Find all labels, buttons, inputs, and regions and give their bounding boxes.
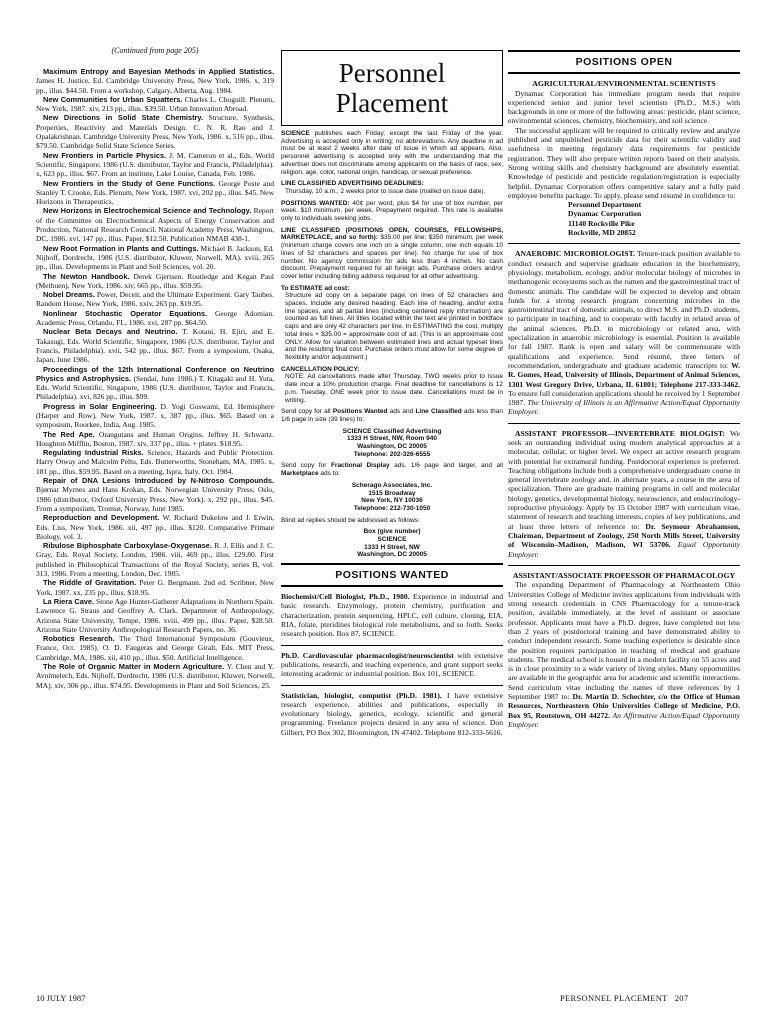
book-details: W. Richard Dukelow and J. Erwin, Eds. Liss, New York, 1986. xii, 497 pp., illus. $120. Comparative Primate Biology, vol. 3.	[36, 513, 274, 541]
footer-date: 10 JULY 1987	[36, 993, 86, 1003]
ad-title: ASSISTANT PROFESSOR—INVERTEBRATE BIOLOGIST:	[515, 428, 725, 438]
ad-contact: Dr. Seymour Abrahamson, Chairman, Department of Zoology, 250 North Mills Street, University of Wisconsin–Madison, Madison, WI 53706.	[508, 521, 740, 550]
book-entry	[36, 597, 274, 634]
ad-agricultural-scientists	[508, 74, 740, 244]
ad-contact: Dr. Martin D. Schechter, c/o the Office of Human Resources, Northeastern Ohio Universities College of Medicine, P.O. Box 95, Rootstown, OH 44272.	[508, 692, 741, 720]
book-details: (Sendai, June 1986.) T. Kitagaki and H. Yuta, Eds. World Scientific, Singapore, 1986 (U.S. distributor, Taylor and Francis, Philadelphia). xvi, 826 pp., illus. $99.	[36, 373, 274, 402]
ad-paragraph: The successful applicant will be required to critically review and analyze published and unpublished pesticide data for their scientific validity and usefulness in meeting regulatory data requirements for pesticide registration. They will also prepare written reports based on their analysis. Strong writing skills and chemistry background are absolutely essential. Knowledge of pesticide and pesticide regulation/registration is especially helpful. Dynamac Corporation offers competitive salary and a fully paid employee benefits package. To apply, please send résumé in confidence to:	[508, 125, 740, 200]
ad-invertebrate-biologist	[508, 424, 740, 566]
book-entry	[36, 113, 274, 150]
positions-open-banner: POSITIONS OPEN	[508, 50, 740, 74]
ad-heading: AGRICULTURAL/ENVIRONMENTAL SCIENTISTS	[532, 79, 716, 88]
address-line: SCIENCE Classified Advertising	[342, 427, 442, 435]
book-entry	[36, 662, 274, 690]
wanted-title: Ph.D. Cardiovascular pharmacologist/neuroscientist	[281, 650, 454, 660]
book-details: Y. Chen and Y. Avnimelech, Eds. Nijhoff, Dordrecht, 1986 (U.S. distributor, Kluwer, Norwell, MA). xiv, 306 pp., illus. $74.95. Developments in Plant and Soil Sciences, 25.	[36, 662, 274, 690]
book-details: The Third International Symposium (Gouvieux, France, Oct. 1985). O. D. Faugeras and George Giralt, Eds. MIT Press, Cambridge, MA, 1986. xii, 410 pp., illus. $50. Artificial Intelligence.	[36, 634, 274, 662]
rule-paragraph	[281, 130, 503, 176]
personnel-placement-column	[281, 50, 503, 743]
positions-wanted-list	[281, 587, 503, 743]
ad-eeo: Equal Opportunity Employer.	[508, 540, 740, 559]
address-line: Scherago Associates, Inc.	[351, 481, 433, 489]
book-title: Reproduction and Development.	[43, 513, 160, 523]
book-entry	[36, 290, 274, 309]
address-line: Box (give number)	[363, 528, 421, 536]
book-entry	[36, 67, 274, 95]
book-details: Bjørnar Myrnes and Hans Krokan, Eds. Norwegian University Press, Oslo, 1986 (distributor, Oxford University Press, New York). x, 292 pp., illus. $45. From a symposium, Tromsø, Norway, June 1985.	[36, 485, 274, 513]
rule-heading: SCIENCE	[281, 130, 310, 137]
wanted-body: Experience in industrial and basic research. Enzymology, protein chemistry, purification and characterization, protein sequencing, HPLC, cell culture, cloning, EIA, RIA, folate, pteridines biological role metabolisms, and so forth. Seeks research position. Box 87, SCIENCE.	[281, 592, 503, 639]
book-details: Report of the Committee on Electrochemical Aspects of Energy Conservation and Production, National Research Council. National Academy Press, Washington, DC, 1986. xvi, 147 pp., illus. Paper, $12.50. Publication NMAB 438-1.	[36, 206, 274, 244]
book-title: Regulating Industrial Risks.	[43, 448, 144, 458]
positions-open-column	[508, 50, 740, 735]
book-details: James H. Justice, Ed. Cambridge University Press, New York, 1986. x, 319 pp., illus. $44.50. From a workshop, Calgary, Alberta, Aug. 1984.	[36, 76, 274, 95]
book-title: Nonlinear Stochastic Operator Equations.	[43, 308, 208, 318]
ad-body-2: To ensure full consideration applications should be received by 1 September 1987.	[508, 388, 740, 408]
ad-title: ANAEROBIC MICROBIOLOGIST.	[515, 249, 635, 259]
book-details: T. Kotani, H. Ejiri, and E. Takasugi, Eds. World Scientific, Singapore, 1986 (U.S. distributor, Taylor and Francis, Philadelphia). xvii, 542 pp., illus. $67. From a symposium, Osaka, Japan, June 1986.	[36, 327, 274, 365]
address-line: 11140 Rockville Pike	[568, 218, 635, 228]
book-entry	[36, 634, 274, 662]
book-details: R. J. Ellis and J. C. Gray, Eds. Royal Society, London, 1986. viii, 469 pp., illus. £29.80. First published in Philosophical Transactions of the Royal Society, series B, vol. 313, 1986. From a meeting, London, Dec. 1985.	[36, 541, 274, 579]
book-title: New Directions in Solid State Chemistry.	[43, 113, 204, 123]
address-line: 1515 Broadway	[368, 489, 416, 497]
book-details: Orangutans and Human Origins. Jeffrey H. Schwartz. Houghton Mifflin, Boston, 1987. xiv, 337 pp., illus. + plates. $18.95.	[36, 429, 274, 448]
address-line: Washington, DC 20005	[357, 443, 427, 451]
rule-paragraph	[281, 366, 503, 405]
book-details: J. M. Cameron et al., Eds. World Scientific, Singapore, 1986 (U.S. distributor, Taylor and Francis, Philadelphia). x, 623 pp., illus. $67. From an institute, Lake Louise, Canada, Feb. 1986.	[36, 150, 274, 179]
book-entry	[36, 327, 274, 364]
advertising-rules	[281, 130, 503, 559]
ad-address	[508, 200, 740, 237]
book-entry	[36, 272, 274, 291]
ad-contact: W. R. Gomes, Head, University of Illinois, Department of Animal Sciences, 1301 West Gregory Drive, Urbana, IL 61801; Telephone 217-333-3462.	[508, 360, 740, 389]
rule-text: Thursday, 10 a.m., 2 weeks prior to issue date (mailed on issue date).	[285, 187, 486, 195]
wanted-title: Statistician, biologist, computist (Ph.D. 1981).	[281, 690, 442, 700]
book-entry	[36, 578, 274, 597]
book-title: Nobel Dreams.	[43, 290, 95, 300]
address-line: 1333 H Street, NW, Room 940	[347, 435, 437, 443]
rule-heading: LINE CLASSIFIED (POSITIONS OPEN, COURSES, FELLOWSHIPS, MARKETPLACE, and so forth):	[281, 226, 503, 242]
book-title: The Red Ape.	[43, 429, 95, 439]
rule-text: $35.00 per line; $350 minimum, per week (minimum charge covers one inch on a single column; one inch equals 10 lines of 52 characters and spaces per line). No charge for use of box number. No agency commission for ads less than 4 inches. No cash discount. Prepayment required for all foreign ads. Purchase orders and/or cover letter including billing address required for all other advertising.	[281, 234, 503, 280]
book-entry	[36, 476, 274, 513]
book-title: New Frontiers in the Study of Gene Functions.	[43, 178, 216, 188]
book-title: Nuclear Beta Decays and Neutrino.	[43, 327, 178, 337]
book-details: Structure, Synthesis, Properties, Reactivity and Materials Design. C. N. R. Rao and J. Opalakrishnan. Cambridge University Press, New York, 1986. x, 516 pp., illus. $79.50. Cambridge Solid State Science Series.	[36, 113, 275, 151]
title-line-1: Personnel	[338, 58, 446, 88]
wanted-title: Biochemist/Cell Biologist, Ph.D., 1980.	[281, 592, 410, 602]
book-entry	[36, 365, 274, 402]
book-title: The Newton Handbook.	[43, 271, 130, 281]
book-title: Ribulose Biphosphate Carboxylase-Oxygenase.	[43, 541, 212, 551]
rule-paragraph	[281, 227, 503, 281]
book-details: Derek Gjertsen. Routledge and Kegan Paul (Methuen), New York, 1986. xiv, 665 pp., illus. $59.95.	[36, 271, 274, 290]
address-line: Dynamac Corporation	[568, 209, 642, 219]
book-entry	[36, 309, 274, 328]
ad-anaerobic-microbiologist	[508, 244, 740, 423]
book-entry	[36, 206, 274, 243]
book-details: Peter G. Bergmann. 2nd ed. Scribner, New York, 1987. xx, 235 pp., illus. $18.95.	[36, 578, 274, 597]
book-title: La Riera Cave.	[43, 596, 95, 606]
book-title: New Frontiers in Particle Physics.	[43, 150, 167, 160]
new-books-column	[36, 46, 274, 690]
rule-text: Structure ad copy on a separate page, on lines of 52 characters and spaces. Include any desired heading. Each line of heading, and/or extra line spaces, and all partial lines (including centered reply information) are counted as full lines. All titles located within the text are printed in boldface caps and are only 42 characters per line. In ESTIMATING the cost, multiply total lines × $35.00 = approximate cost of ad. (This is an approximate cost ONLY. Allow for variation between estimated lines and actual typeset lines and the resulting final cost. Purchase orders must allow for some degree of flexibility and/or adjustment.)	[285, 292, 503, 361]
book-details: Michael B. Jackson, Ed. Nijhoff, Dordrecht, 1986 (U.S. distributor, Kluwer, Norwell, MA). xviii, 265 pp., illus. Developments in Plant and Soil Sciences, vol. 20.	[36, 243, 274, 272]
address-line: Rockville, MD 20852	[568, 228, 636, 238]
rule-paragraph	[281, 200, 503, 223]
book-details: George Adomian. Academic Press, Orlando, FL, 1986. xvi, 287 pp. $64.50.	[36, 308, 275, 328]
blind-ad-note: Blind ad replies should be addressed as follows:	[281, 516, 420, 524]
send-instructions: Send copy for all Positions Wanted ads and Line Classified ads less than 1/6 page in size (39 lines) to:	[281, 408, 504, 423]
book-details: D. Yogi Goswami, Ed. Hemisphere (Harper and Row), New York, 1987. x, 387 pp., illus. $65. Based on a symposium, Roorkee, India, Aug. 1985.	[36, 401, 275, 430]
box-reply-address	[281, 528, 503, 559]
book-title: The Riddle of Gravitation.	[43, 578, 137, 588]
address-line: SCIENCE	[377, 536, 407, 544]
book-entry	[36, 151, 274, 179]
ad-eeo: An Affirmative Action/Equal Opportunity Employer.	[508, 710, 740, 729]
scherago-address	[281, 482, 503, 513]
book-entry	[36, 244, 274, 272]
rule-text: publishes each Friday, except the last Friday of the year. Advertising is accepted only in writing; no abbreviations. Any deadline in ad must be at least 2 weeks after date of issue in which ad appears. Also, personnel advertising is accepted only with the understanding that the advertiser does not discriminate among applicants on the basis of race, sex, religion, age, color, national origin, handicap, or sexual preference.	[281, 130, 503, 176]
ad-eeo: The University of Illinois is an Affirmative Action/Equal Opportunity Employer.	[508, 398, 740, 417]
book-title: Robotics Research.	[43, 634, 115, 644]
book-entry	[36, 448, 274, 476]
personnel-placement-title-box	[281, 50, 503, 126]
title-line-2: Placement	[335, 88, 449, 118]
book-list	[36, 67, 274, 690]
rule-heading: LINE CLASSIFIED ADVERTISING DEADLINES:	[281, 180, 424, 188]
book-details: Stone Age Hunter-Gatherer Adaptations in Northern Spain. Lawrence G. Straus and Geoffrey A. Clark. Department of Anthropology, Arizona State University, Tempe, 1986. xviii, 499 pp., illus. Paper, $28.50. Arizona State University Anthropological Research Papers, no. 36.	[36, 596, 274, 634]
address-line: Telephone: 202-326-6555	[353, 450, 431, 458]
address-line: Telephone: 212-730-1050	[353, 504, 431, 512]
book-title: The Role of Organic Matter in Modern Agriculture.	[43, 662, 225, 671]
footer-section-page: PERSONNEL PLACEMENT 207	[560, 993, 689, 1003]
book-details: Power, Deceit, and the Ultimate Experiment. Gary Taubes. Random House, New York, 1986. xxiv, 263 pp. $19.95.	[36, 290, 274, 309]
rule-paragraph	[281, 180, 503, 195]
rule-heading: POSITIONS WANTED:	[281, 199, 350, 207]
book-entry	[36, 541, 274, 578]
book-title: Progress in Solar Engineering.	[43, 401, 157, 411]
science-classified-address	[281, 428, 503, 459]
address-line: New York, NY 10036	[361, 497, 423, 505]
continued-note: (Continued from page 205)	[111, 46, 199, 55]
rule-paragraph	[281, 285, 503, 362]
address-line: Washington, DC 20005	[357, 551, 427, 559]
rule-heading: CANCELLATION POLICY:	[281, 365, 360, 373]
positions-wanted-ad	[281, 686, 503, 743]
book-entry	[36, 513, 274, 541]
address-line: Personnel Department	[568, 200, 642, 210]
send-instructions: Send copy for Fractional Display ads, 1/6 page and larger, and all Marketplace ads to:	[281, 462, 503, 478]
book-details: George Poste and Stanley T. Crooke, Eds. Plenum, New York, 1987. xvi, 202 pp., illus. $45. New Horizons in Therapeutics.	[36, 178, 274, 207]
rule-heading: To ESTIMATE ad cost:	[281, 284, 350, 292]
ad-body: The expanding Department of Pharmacology at Northeastern Ohio Universities College of Medicine invites applications from individuals with strong research credentials in CNS Pharmacology for a tenure-track position, available immediately, at the level of assistant or associate professor. Applicants must have a Ph.D. degree, have completed not less than 2 years of postdoctoral training and have demonstrated ability to conduct independent research. Some teaching experience is desirable since the position requires participation in teaching of medical and graduate students. The medical school is housed in a modern facility on 55 acres and is in close proximity to a wide variety of living styles. Many opportunities are available in the geographic area for academic and scientific interactions. Send curriculum vitae including the names of three references by 1 September 1987 to:	[508, 580, 740, 701]
ad-pharmacology-professor	[508, 566, 740, 735]
book-title: Maximum Entropy and Bayesian Methods in Applied Statistics.	[43, 67, 274, 76]
wanted-body: with extensive publications, research, and teaching experience, and grant support seeks interesting academic or industrial position. Box 101, SCIENCE.	[281, 650, 503, 679]
address-line: 1333 H Street, NW	[364, 543, 420, 551]
rule-text: NOTE: Ad cancellations made after Thursday, TWO weeks prior to issue date incur a 10% production charge. Final deadline for cancellations is 12 p.m. Tuesday, ONE week prior to issue date. Cancellations must be in writing.	[285, 373, 503, 404]
rule-text: 40¢ per word, plus $4 for use of box number, per week. $10 minimum, per week. Prepayment required. This rate is available only to individuals seeking jobs.	[281, 199, 503, 223]
book-entry	[36, 430, 274, 449]
book-entry	[36, 95, 274, 114]
book-title: New Root Formation in Plants and Cuttings.	[43, 243, 199, 253]
ad-body: Tenure-track position available to conduct research and supervise graduate education in the biochemistry, physiology, metabolism, ecology, and/or molecular biology of microbes in methanogenic ecosystems such as the rumen and the gastrointestinal tract of domestic animals. The candidate will be expected to develop and obtain funds for a strong research program concerning microbes in the gastrointestinal tract of domestic animals, to direct M.S. and Ph.D. students, to participate in teaching, and to cooperate with faculty in related areas of the animal sciences. Ph.D. in microbiology or related area, with specialization in anaerobic microbiology is essential. Position is available for fall 1987. Rank is open and salary will be commensurate with qualifications and experience. Send résumé, three letters of recommendation, undergraduate and graduate academic transcripts to:	[508, 249, 740, 370]
positions-wanted-ad	[281, 646, 503, 686]
ad-paragraph: Dynamac Corporation has immediate program needs that require experienced senior and junior level scientists (Ph.D., M.S.) with backgrounds in one or more of the following areas: pesticide, plant science, environmental sciences, chemistry, biochemistry, and soil science.	[508, 88, 740, 126]
book-title: New Horizons in Electrochemical Science and Technology.	[43, 206, 252, 216]
book-entry	[36, 402, 274, 430]
positions-wanted-ad	[281, 587, 503, 645]
book-details: Science, Hazards and Public Protection. Harry Otway and Malcolm Peltu, Eds. Butterworths, Stoneham, MA, 1985. x, 181 pp., illus. $59.95. Based on a meeting, Ispra, Italy, Oct. 1984.	[36, 448, 275, 476]
ad-body: We seek an outstanding individual using modern analytical approaches at a molecular, cellular, or higher level. We expect an active research program with potential for extramural funding. Postdoctoral experience is preferred. Teaching obligations include both a comprehensive undergraduate course in general invertebrate zoology and, in alternate years, a course in the area of specialization. There are graduate training programs in cell and molecular biology, genetics, developmental biology, neuroscience, and endocrinology-reproductive physiology. Apply by 15 October 1987 with curriculum vitae, statement of research and teaching interests, copies of key publications, and at least three letters of reference to:	[508, 428, 740, 531]
book-title: New Communities for Urban Squatters.	[43, 94, 183, 104]
ad-heading: ASSISTANT/ASSOCIATE PROFESSOR OF PHARMACOLOGY	[512, 570, 736, 580]
book-details: Charles L. Choguill. Plenum, New York, 1987. xiv, 213 pp., illus. $39.50. Urban Innovation Abroad.	[36, 94, 274, 114]
positions-wanted-banner: POSITIONS WANTED	[281, 563, 503, 587]
wanted-body: I have extensive research experience, abilities and publications, especially in evolutionary biology, genetics, ecology, scientific and general programming. Freelance projects desired in any area of science. Don Gilbert, PO Box 302, Bloomington, IN 47402. Telephone 812-333-5616.	[281, 690, 503, 737]
book-entry	[36, 179, 274, 207]
book-title: Proceedings of the 12th International Conference on Neutrino Physics and Astrophysics.	[36, 364, 274, 383]
book-title: Repair of DNA Lesions Introduced by N-Nitroso Compounds.	[43, 476, 274, 486]
